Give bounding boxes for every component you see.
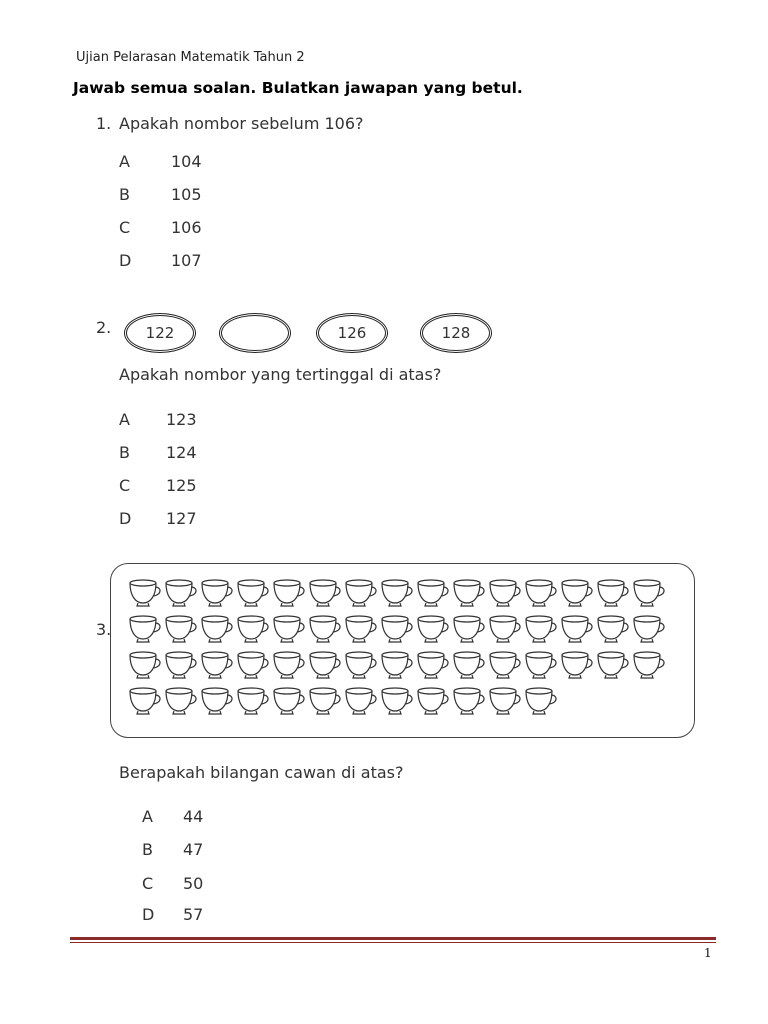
q2-option-d-letter: D <box>119 509 132 528</box>
teacup-icon <box>238 580 268 606</box>
document-header: Ujian Pelarasan Matematik Tahun 2 <box>76 50 305 65</box>
teacup-icon <box>634 616 664 642</box>
teacup-icon <box>526 580 556 606</box>
teacup-icon <box>418 580 448 606</box>
teacup-icon <box>346 652 376 678</box>
q2-option-b-value[interactable]: 124 <box>166 443 197 462</box>
teacup-icon <box>238 688 268 714</box>
cups-grid <box>110 563 695 738</box>
teacup-icon <box>274 616 304 642</box>
teacup-icon <box>310 616 340 642</box>
teacup-icon <box>562 616 592 642</box>
teacup-icon <box>274 580 304 606</box>
teacup-icon <box>490 688 520 714</box>
teacup-icon <box>634 652 664 678</box>
q1-option-c-letter: C <box>119 218 131 237</box>
q3-option-a-value[interactable]: 44 <box>183 807 204 826</box>
teacup-icon <box>634 580 664 606</box>
teacup-icon <box>562 652 592 678</box>
teacup-icon <box>454 616 484 642</box>
teacup-icon <box>166 688 196 714</box>
teacup-icon <box>382 688 412 714</box>
q2-option-a-value[interactable]: 123 <box>166 410 197 429</box>
page-number: 1 <box>704 946 712 960</box>
teacup-icon <box>490 652 520 678</box>
q1-option-b-value[interactable]: 105 <box>171 185 202 204</box>
q3-option-c-value[interactable]: 50 <box>183 874 204 893</box>
teacup-icon <box>598 652 628 678</box>
teacup-icon <box>202 688 232 714</box>
q3-text: Berapakah bilangan cawan di atas? <box>119 763 404 782</box>
q1-option-b-letter: B <box>119 185 130 204</box>
teacup-icon <box>490 580 520 606</box>
teacup-icon <box>382 652 412 678</box>
teacup-icon <box>166 616 196 642</box>
q2-option-d-value[interactable]: 127 <box>166 509 197 528</box>
teacup-icon <box>238 652 268 678</box>
q1-option-a-value[interactable]: 104 <box>171 152 202 171</box>
teacup-icon <box>418 616 448 642</box>
teacup-icon <box>346 580 376 606</box>
teacup-icon <box>454 580 484 606</box>
teacup-icon <box>274 688 304 714</box>
teacup-icon <box>418 688 448 714</box>
teacup-icon <box>238 616 268 642</box>
q3-option-c-letter: C <box>142 874 154 893</box>
teacup-icon <box>166 580 196 606</box>
teacup-icon <box>454 688 484 714</box>
q3-option-b-letter: B <box>142 840 153 859</box>
teacup-icon <box>382 580 412 606</box>
teacup-icon <box>382 616 412 642</box>
teacup-icon <box>454 652 484 678</box>
teacup-icon <box>202 616 232 642</box>
teacup-icon <box>202 580 232 606</box>
footer-rule-thin <box>70 942 716 943</box>
q3-option-a-letter: A <box>142 807 153 826</box>
number-oval-1: 122 <box>124 313 196 353</box>
teacup-icon <box>598 580 628 606</box>
q2-text: Apakah nombor yang tertinggal di atas? <box>119 365 442 384</box>
q2-option-c-value[interactable]: 125 <box>166 476 197 495</box>
teacup-icon <box>598 616 628 642</box>
teacup-icon <box>346 616 376 642</box>
footer-rule <box>70 937 716 940</box>
q2-option-a-letter: A <box>119 410 130 429</box>
number-oval-blank <box>219 313 291 353</box>
q1-option-c-value[interactable]: 106 <box>171 218 202 237</box>
teacup-icon <box>130 688 160 714</box>
teacup-icon <box>562 580 592 606</box>
teacup-icon <box>526 652 556 678</box>
teacup-icon <box>274 652 304 678</box>
q1-text: Apakah nombor sebelum 106? <box>119 114 364 133</box>
teacup-icon <box>310 652 340 678</box>
teacup-icon <box>490 616 520 642</box>
q3-option-d-value[interactable]: 57 <box>183 905 204 924</box>
q3-number: 3. <box>96 620 112 639</box>
number-oval-4: 128 <box>420 313 492 353</box>
teacup-icon <box>130 652 160 678</box>
instructions: Jawab semua soalan. Bulatkan jawapan yang betul. <box>73 79 523 97</box>
teacup-icon <box>526 616 556 642</box>
teacup-icon <box>310 688 340 714</box>
q1-number: 1. <box>96 114 112 133</box>
teacup-icon <box>310 580 340 606</box>
teacup-icon <box>526 688 556 714</box>
teacup-icon <box>346 688 376 714</box>
q1-option-d-value[interactable]: 107 <box>171 251 202 270</box>
number-oval-3: 126 <box>316 313 388 353</box>
q1-option-d-letter: D <box>119 251 132 270</box>
q3-option-b-value[interactable]: 47 <box>183 840 204 859</box>
q2-option-c-letter: C <box>119 476 131 495</box>
q3-option-d-letter: D <box>142 905 155 924</box>
teacup-icon <box>130 616 160 642</box>
teacup-icon <box>202 652 232 678</box>
q1-option-a-letter: A <box>119 152 130 171</box>
q2-option-b-letter: B <box>119 443 130 462</box>
teacup-icon <box>130 580 160 606</box>
teacup-icon <box>418 652 448 678</box>
q2-number: 2. <box>96 318 112 337</box>
teacup-icon <box>166 652 196 678</box>
